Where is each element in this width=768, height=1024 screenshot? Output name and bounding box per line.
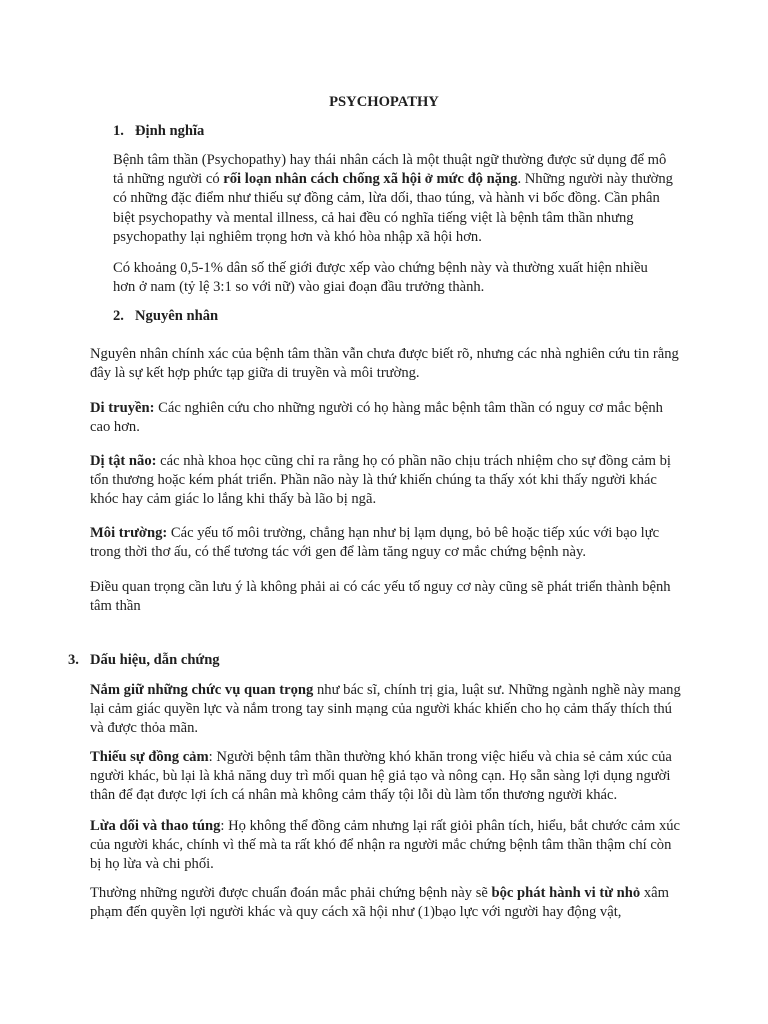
early-behavior-text-start: Thường những người được chuẩn đoán mắc phải chứng bệnh này sẽ (90, 885, 492, 901)
brain-defect-paragraph (90, 452, 685, 510)
genetics-label: Di truyền: (90, 400, 155, 416)
deceit-label: Lừa dối và thao túng (90, 818, 221, 834)
lack-empathy-label: Thiếu sự đồng cảm (90, 749, 209, 765)
brain-defect-text: các nhà khoa học cũng chỉ ra rằng họ có phần não chịu trách nhiệm cho sự đồng cảm bị tổn thương hoặc kém phát triển. Phần não này là thứ khiến chúng ta thấy xót khi thấy người khác khóc hay cảm giác lo lắng khi thấy bà lão bị ngã. (90, 453, 671, 508)
deceit-paragraph (90, 817, 685, 875)
section-2-heading (113, 307, 218, 326)
early-behavior-text-end: xâm phạm đến quyền lợi người khác và quy cách xã hội như (1)bạo lực với người hay động vật, (90, 885, 669, 921)
section-1-heading (113, 122, 204, 141)
definition-paragraph (113, 151, 673, 247)
brain-defect-label: Dị tật não: (90, 453, 157, 469)
cause-intro-paragraph: Nguyên nhân chính xác của bệnh tâm thần vẫn chưa được biết rõ, nhưng các nhà nghiên cứu tin rằng đây là sự kết hợp phức tạp giữa di truyền và môi trường. (90, 346, 679, 382)
section-1-title: Định nghĩa (135, 123, 205, 139)
prevalence-paragraph: Có khoảng 0,5-1% dân số thế giới được xếp vào chứng bệnh này và thường xuất hiện nhiều hơn ở nam (tỷ lệ 3:1 so với nữ) vào giai đoạn đầu trưởng thành. (113, 260, 648, 296)
section-3-heading (68, 651, 220, 670)
risk-note-paragraph: Điều quan trọng cần lưu ý là không phải ai có các yếu tố nguy cơ này cũng sẽ phát triển thành bệnh tâm thần (90, 579, 671, 615)
section-1-number: 1. (113, 123, 124, 139)
power-positions-label: Nắm giữ những chức vụ quan trọng (90, 682, 314, 698)
power-positions-text: như bác sĩ, chính trị gia, luật sư. Những ngành nghề này mang lại cảm giác quyền lực và nắm trong tay sinh mạng của người khác khiến cho họ cảm thấy thích thú và được thỏa mãn. (90, 682, 681, 737)
environment-paragraph (90, 524, 685, 562)
definition-text-end: . Những người này thường có những đặc điểm như thiếu sự đồng cảm, lừa dối, thao túng, và hành vi bốc đồng. Cần phân biệt psychopathy và mental illness, cả hai đều có nghĩa tiếng việt là bệnh tâm thần nhưng psychopathy lại nghiêm trọng hơn và khó hòa nhập xã hội hơn. (113, 171, 673, 245)
section-3-title: Dấu hiệu, dẫn chứng (90, 652, 220, 668)
definition-bold-term: rối loạn nhân cách chống xã hội ở mức độ nặng (223, 171, 518, 188)
section-2-title: Nguyên nhân (135, 308, 219, 324)
definition-text-start: Bệnh tâm thần (Psychopathy) hay thái nhân cách là một thuật ngữ thường được sử dụng để mô tả những người có (113, 152, 667, 188)
genetics-paragraph (90, 399, 685, 437)
section-3-number: 3. (68, 652, 79, 668)
deceit-text: : Họ không thể đồng cảm nhưng lại rất giỏi phân tích, hiểu, bắt chước cảm xúc của người khác, chính vì thế mà ta rất khó để nhận ra người mắc chứng bệnh tâm thần thậm chí còn bị họ lừa và chi phối. (90, 818, 681, 873)
document-title: PSYCHOPATHY (329, 94, 439, 110)
environment-text: Các yếu tố môi trường, chẳng hạn như bị lạm dụng, bỏ bê hoặc tiếp xúc với bạo lực trong thời thơ ấu, có thể tương tác với gen để làm tăng nguy cơ mắc chứng bệnh này. (90, 525, 660, 561)
lack-empathy-text: : Người bệnh tâm thần thường khó khăn trong việc hiểu và chia sẻ cảm xúc của người khác, bù lại là khả năng duy trì mối quan hệ giả tạo và nông cạn. Họ sẵn sàng lợi dụng người thân để đạt được lợi ích cá nhân mà không cảm thấy tội lỗi dù làm tổn thương người khác. (90, 749, 672, 804)
section-2-number: 2. (113, 308, 124, 324)
early-behavior-bold: bộc phát hành vi từ nhỏ (491, 885, 641, 901)
environment-label: Môi trường: (90, 525, 168, 541)
power-positions-paragraph (90, 681, 685, 739)
lack-empathy-paragraph (90, 748, 685, 806)
genetics-text: Các nghiên cứu cho những người có họ hàng mắc bệnh tâm thần có nguy cơ mắc bệnh cao hơn. (90, 400, 663, 436)
early-behavior-paragraph (90, 884, 685, 922)
